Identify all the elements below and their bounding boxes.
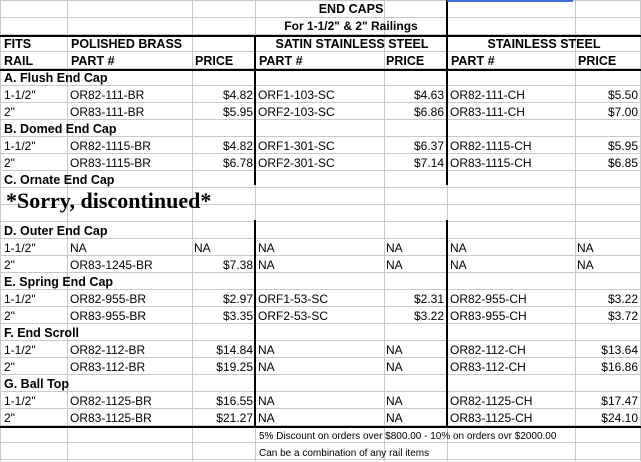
rail-size-cell[interactable]: 1-1/2" (4, 88, 36, 102)
satin-stainless-part-cell[interactable]: NA (258, 258, 275, 272)
section-heading[interactable]: E. Spring End Cap (4, 275, 114, 289)
discount-note[interactable]: 5% Discount on orders over $800.00 - 10% on orders ovr $2000.00 (259, 431, 557, 442)
polished-brass-part-cell[interactable]: OR82-1115-BR (70, 139, 151, 153)
satin-stainless-price-cell[interactable]: $6.86 (413, 105, 444, 119)
header-ss-price[interactable]: PRICE (386, 54, 425, 68)
stainless-price-cell[interactable]: $24.10 (601, 411, 638, 425)
header-pb-price[interactable]: PRICE (195, 54, 234, 68)
stainless-price-cell[interactable]: $17.47 (601, 394, 638, 408)
satin-stainless-part-cell[interactable]: ORF1-103-SC (258, 88, 335, 102)
polished-brass-part-cell[interactable]: OR82-955-BR (70, 292, 147, 306)
border-stainless-left-upper (446, 35, 448, 185)
header-satin-stainless-steel[interactable]: SATIN STAINLESS STEEL (275, 37, 429, 51)
satin-stainless-part-cell[interactable]: ORF1-53-SC (258, 292, 329, 306)
header-polished-brass[interactable]: POLISHED BRASS (71, 37, 183, 51)
satin-stainless-price-cell[interactable]: $2.31 (413, 292, 444, 306)
stainless-price-cell[interactable]: $5.50 (607, 88, 638, 102)
stainless-part-cell[interactable]: NA (450, 258, 467, 272)
header-ss-part[interactable]: PART # (259, 54, 303, 68)
polished-brass-part-cell[interactable]: OR83-1115-BR (70, 156, 151, 170)
satin-stainless-part-cell[interactable]: ORF2-301-SC (258, 156, 335, 170)
section-heading[interactable]: C. Ornate End Cap (4, 173, 115, 187)
polished-brass-price-cell[interactable]: $16.55 (216, 394, 253, 408)
polished-brass-price-cell[interactable]: $5.95 (222, 105, 253, 119)
stainless-part-cell[interactable]: OR82-111-CH (450, 88, 525, 102)
rail-size-cell[interactable]: 2" (4, 411, 15, 425)
polished-brass-price-cell[interactable]: $4.82 (222, 88, 253, 102)
sheet-title[interactable]: END CAPS (318, 2, 384, 16)
polished-brass-part-cell[interactable]: OR83-1245-BR (70, 258, 153, 272)
stainless-part-cell[interactable]: OR83-1125-CH (450, 411, 533, 425)
stainless-price-cell[interactable]: NA (577, 258, 594, 272)
polished-brass-part-cell[interactable]: OR82-1125-BR (70, 394, 152, 408)
section-heading[interactable]: G. Ball Top (4, 377, 70, 391)
rail-size-cell[interactable]: 1-1/2" (4, 139, 36, 153)
stainless-part-cell[interactable]: OR83-1115-CH (450, 156, 532, 170)
header-st-price[interactable]: PRICE (578, 54, 617, 68)
polished-brass-part-cell[interactable]: OR82-111-BR (70, 88, 145, 102)
combination-note[interactable]: Can be a combination of any rail items (259, 448, 430, 459)
polished-brass-part-cell[interactable]: OR83-1125-BR (70, 411, 152, 425)
satin-stainless-part-cell[interactable]: NA (258, 343, 275, 357)
polished-brass-price-cell[interactable]: $7.38 (222, 258, 253, 272)
satin-stainless-price-cell[interactable]: NA (386, 258, 403, 272)
section-heading[interactable]: F. End Scroll (4, 326, 80, 340)
polished-brass-part-cell[interactable]: OR83-111-BR (70, 105, 145, 119)
polished-brass-price-cell[interactable]: $19.25 (216, 360, 253, 374)
section-heading[interactable]: B. Domed End Cap (4, 122, 117, 136)
stainless-part-cell[interactable]: OR82-1125-CH (450, 394, 533, 408)
header-stainless-steel[interactable]: STAINLESS STEEL (487, 37, 601, 51)
border-satin-left-lower (254, 220, 256, 427)
rail-size-cell[interactable]: 1-1/2" (4, 292, 36, 306)
satin-stainless-part-cell[interactable]: ORF2-103-SC (258, 105, 335, 119)
section-heading[interactable]: A. Flush End Cap (4, 71, 108, 85)
polished-brass-price-cell[interactable]: $3.35 (222, 309, 253, 323)
stainless-price-cell[interactable]: $16.86 (601, 360, 638, 374)
header-pb-part[interactable]: PART # (71, 54, 115, 68)
rail-size-cell[interactable]: 2" (4, 360, 15, 374)
rail-size-cell[interactable]: 2" (4, 156, 15, 170)
border-stainless-left-lower (446, 220, 448, 427)
polished-brass-price-cell[interactable]: $6.78 (222, 156, 253, 170)
discontinued-notice[interactable]: *Sorry, discontinued* (6, 188, 212, 213)
stainless-price-cell[interactable]: $6.85 (607, 156, 638, 170)
header-fits[interactable]: FITS (4, 37, 32, 51)
polished-brass-price-cell[interactable]: $21.27 (216, 411, 253, 425)
rail-size-cell[interactable]: 1-1/2" (4, 394, 36, 408)
stainless-price-cell[interactable]: $13.64 (601, 343, 638, 357)
satin-stainless-price-cell[interactable]: NA (386, 360, 403, 374)
satin-stainless-part-cell[interactable]: ORF2-53-SC (258, 309, 329, 323)
stainless-part-cell[interactable]: OR83-111-CH (450, 105, 525, 119)
satin-stainless-price-cell[interactable]: $4.63 (413, 88, 444, 102)
satin-stainless-part-cell[interactable]: ORF1-301-SC (258, 139, 335, 153)
section-heading[interactable]: D. Outer End Cap (4, 224, 108, 238)
stainless-part-cell[interactable]: OR83-955-CH (450, 309, 527, 323)
polished-brass-part-cell[interactable]: OR82-112-BR (70, 343, 146, 357)
polished-brass-price-cell[interactable]: $4.82 (222, 139, 253, 153)
stainless-part-cell[interactable]: OR83-112-CH (450, 360, 526, 374)
stainless-part-cell[interactable]: OR82-955-CH (450, 292, 527, 306)
rail-size-cell[interactable]: 2" (4, 258, 15, 272)
stainless-price-cell[interactable]: $3.72 (607, 309, 638, 323)
satin-stainless-part-cell[interactable]: NA (258, 394, 275, 408)
stainless-price-cell[interactable]: $7.00 (607, 105, 638, 119)
satin-stainless-price-cell[interactable]: $7.14 (413, 156, 444, 170)
stainless-price-cell[interactable]: $3.22 (607, 292, 638, 306)
header-rail[interactable]: RAIL (4, 54, 34, 68)
border-satin-left-upper (254, 35, 256, 185)
stainless-price-cell[interactable]: $5.95 (607, 139, 638, 153)
polished-brass-price-cell[interactable]: NA (194, 241, 211, 255)
satin-stainless-part-cell[interactable]: NA (258, 241, 275, 255)
stainless-part-cell[interactable]: OR82-112-CH (450, 343, 526, 357)
satin-stainless-price-cell[interactable]: NA (386, 411, 403, 425)
polished-brass-part-cell[interactable]: OR83-955-BR (70, 309, 147, 323)
stainless-part-cell[interactable]: OR82-1115-CH (450, 139, 532, 153)
satin-stainless-part-cell[interactable]: NA (258, 411, 275, 425)
active-cell-indicator[interactable] (447, 0, 573, 2)
satin-stainless-part-cell[interactable]: NA (258, 360, 275, 374)
satin-stainless-price-cell[interactable]: NA (386, 343, 403, 357)
rail-size-cell[interactable]: 2" (4, 105, 15, 119)
polished-brass-part-cell[interactable]: OR83-112-BR (70, 360, 146, 374)
rail-size-cell[interactable]: 2" (4, 309, 15, 323)
sheet-subtitle[interactable]: For 1-1/2" & 2" Railings (284, 19, 418, 33)
stainless-part-cell[interactable]: NA (450, 241, 467, 255)
stainless-price-cell[interactable]: NA (577, 241, 594, 255)
satin-stainless-price-cell[interactable]: $6.37 (413, 139, 444, 153)
rail-size-cell[interactable]: 1-1/2" (4, 343, 36, 357)
satin-stainless-price-cell[interactable]: NA (386, 241, 403, 255)
satin-stainless-price-cell[interactable]: NA (386, 394, 403, 408)
polished-brass-part-cell[interactable]: NA (70, 241, 87, 255)
polished-brass-price-cell[interactable]: $14.84 (216, 343, 253, 357)
gridline-row-13 (0, 221, 641, 222)
polished-brass-price-cell[interactable]: $2.97 (222, 292, 253, 306)
satin-stainless-price-cell[interactable]: $3.22 (413, 309, 444, 323)
header-st-part[interactable]: PART # (451, 54, 495, 68)
rail-size-cell[interactable]: 1-1/2" (4, 241, 36, 255)
